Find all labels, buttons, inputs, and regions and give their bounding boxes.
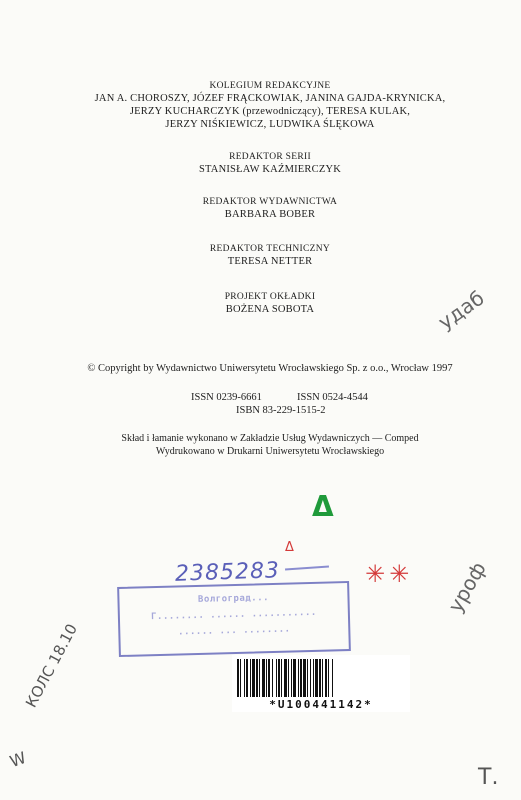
handwritten-note-top-right: удаб: [433, 285, 489, 335]
barcode-label: [232, 655, 410, 712]
issn-2: ISSN 0524-4544: [297, 392, 368, 403]
barcode-bar: [333, 659, 335, 697]
library-stamp: [117, 581, 351, 657]
series-editor: [60, 151, 480, 176]
printing-line: Wydrukowano w Drukarni Uniwersytetu Wrocławskiego: [155, 446, 385, 457]
handwritten-note-left-corner: W: [7, 747, 29, 772]
stamp-line-3: ...... ... ........: [177, 624, 291, 638]
publisher-editor-name: BARBARA BOBER: [224, 209, 316, 220]
stamp-line-2: Г........ ...... ...........: [150, 607, 317, 623]
inventory-number: 2385283: [174, 558, 281, 587]
barcode-bars: [237, 659, 405, 697]
barcode-number: *U100441142*: [269, 698, 373, 711]
series-editor-name: STANISŁAW KAŹMIERCZYK: [198, 164, 342, 175]
issn-1: ISSN 0239-6661: [191, 392, 262, 403]
board-line-1: JAN A. CHOROSZY, JÓZEF FRĄCKOWIAK, JANINA GAJDA-KRYNICKA,: [94, 93, 446, 104]
series-editor-label: REDAKTOR SERII: [229, 152, 311, 162]
copyright-line: © Copyright by Wydawnictwo Uniwersytetu Wrocławskiego Sp. z o.o., Wrocław 1997: [87, 363, 453, 374]
isbn: ISBN 83-229-1515-2: [236, 405, 326, 416]
cover-design-label: PROJEKT OKŁADKI: [224, 292, 316, 302]
printing-info: [40, 432, 500, 458]
board-label: KOLEGIUM REDAKCYJNE: [209, 81, 331, 91]
cover-design: [60, 291, 480, 316]
editorial-board: [60, 80, 480, 131]
stamp-line-1: Волгоград...: [197, 593, 270, 605]
typesetting-line: Skład i łamanie wykonano w Zakładzie Usług Wydawniczych — Comped: [121, 433, 419, 444]
handwritten-note-bottom-right: Т.: [478, 765, 499, 790]
board-line-2: JERZY KUCHARCZYK (przewodniczący), TERESA KULAK,: [129, 106, 411, 117]
red-stars-mark: ✳✳: [365, 560, 414, 588]
handwritten-note-right: уроф: [443, 557, 491, 617]
technical-editor-label: REDAKTOR TECHNICZNY: [209, 244, 331, 254]
technical-editor: [60, 243, 480, 268]
handwritten-note-left-bottom: КОЛС 18.10: [22, 620, 82, 711]
cover-design-name: BOŻENA SOBOTA: [225, 304, 315, 315]
publisher-editor-label: REDAKTOR WYDAWNICTWA: [202, 197, 338, 207]
technical-editor-name: TERESA NETTER: [227, 256, 313, 267]
inventory-dash: [285, 565, 329, 570]
red-delta-mark: Δ: [285, 540, 294, 555]
green-delta-mark: Δ: [312, 490, 334, 523]
publisher-editor: [60, 196, 480, 221]
board-line-3: JERZY NIŚKIEWICZ, LUDWIKA ŚLĘKOWA: [165, 119, 375, 130]
